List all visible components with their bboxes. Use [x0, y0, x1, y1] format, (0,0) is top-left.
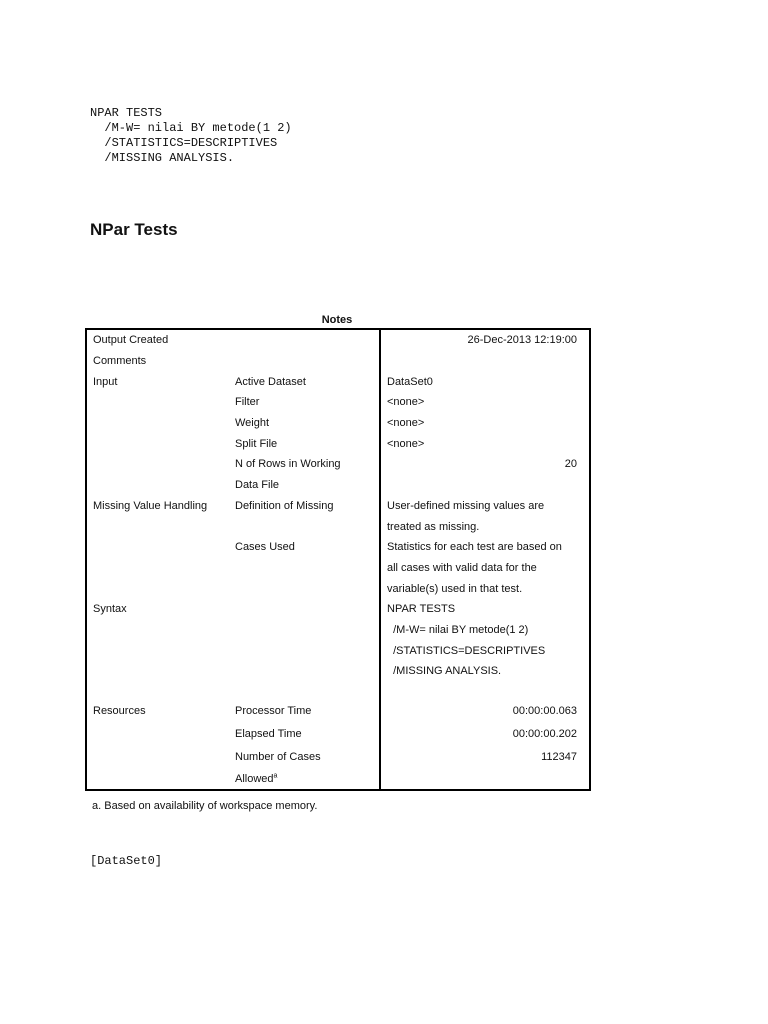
row-label: Resources	[93, 705, 146, 718]
table-row	[86, 682, 590, 700]
row-value: 112347	[380, 746, 590, 769]
row-sublabel: Active Dataset	[235, 375, 306, 388]
table-row	[86, 769, 590, 791]
row-value: 00:00:00.202	[380, 723, 590, 746]
table-row	[86, 413, 590, 434]
table-row	[86, 599, 590, 620]
row-value: DataSet0	[380, 371, 590, 392]
table-row	[86, 746, 590, 769]
row-value: NPAR TESTS	[380, 599, 590, 620]
notes-table-title: Notes	[321, 314, 353, 326]
row-sublabel: Elapsed Time	[235, 728, 302, 741]
table-row	[86, 433, 590, 454]
row-label: Syntax	[93, 603, 127, 616]
row-label: Input	[93, 375, 118, 388]
row-label: Missing Value Handling	[93, 499, 208, 512]
row-value: /M-W= nilai BY metode(1 2)	[380, 620, 590, 641]
row-value: /STATISTICS=DESCRIPTIVES	[380, 640, 590, 661]
table-row	[86, 537, 590, 558]
row-sublabel: Split File	[235, 437, 278, 450]
row-sublabel: Definition of Missing	[235, 499, 334, 512]
row-sublabel: Weight	[235, 417, 270, 430]
row-value: all cases with valid data for the	[380, 558, 590, 579]
row-sublabel: N of Rows in Working	[235, 458, 341, 471]
table-row	[86, 640, 590, 661]
section-heading: NPar Tests	[90, 220, 178, 239]
row-sublabel: Data File	[235, 479, 280, 492]
number-of-cases-label-line2: Allowed	[235, 773, 274, 786]
table-footnote: a. Based on availability of workspace memory.	[92, 800, 318, 812]
table-row	[86, 351, 590, 372]
row-value: 00:00:00.063	[380, 700, 590, 723]
row-value: variable(s) used in that test.	[380, 578, 590, 599]
row-value: /MISSING ANALYSIS.	[380, 661, 590, 682]
row-value: User-defined missing values are	[380, 496, 590, 517]
row-value: treated as missing.	[380, 516, 590, 537]
table-row	[86, 454, 590, 475]
footnote-mark: a	[273, 772, 278, 780]
row-sublabel: Processor Time	[235, 705, 312, 718]
row-sublabel: Cases Used	[235, 541, 295, 554]
table-row	[86, 329, 590, 351]
row-value: <none>	[380, 433, 590, 454]
table-row	[86, 392, 590, 413]
table-row	[86, 371, 590, 392]
syntax-block: NPAR TESTS /M-W= nilai BY metode(1 2) /STATISTICS=DESCRIPTIVES /MISSING ANALYSIS.	[90, 106, 292, 165]
table-row	[86, 558, 590, 579]
table-row	[86, 723, 590, 746]
table-row	[86, 496, 590, 517]
row-label: Output Created	[93, 334, 169, 347]
table-row	[86, 620, 590, 641]
table-row	[86, 578, 590, 599]
row-sublabel: Filter	[235, 396, 260, 409]
row-sublabel	[229, 769, 380, 791]
row-sublabel: Number of Cases	[235, 751, 321, 764]
row-value: 20	[380, 454, 590, 475]
table-row	[86, 516, 590, 537]
table-row	[86, 475, 590, 496]
dataset-tag: [DataSet0]	[90, 854, 163, 868]
table-row	[86, 661, 590, 682]
row-value: 26-Dec-2013 12:19:00	[380, 329, 590, 351]
row-label: Comments	[93, 355, 147, 368]
notes-table	[85, 328, 591, 791]
row-value: <none>	[380, 392, 590, 413]
row-value: <none>	[380, 413, 590, 434]
row-value: Statistics for each test are based on	[380, 537, 590, 558]
table-row	[86, 700, 590, 723]
